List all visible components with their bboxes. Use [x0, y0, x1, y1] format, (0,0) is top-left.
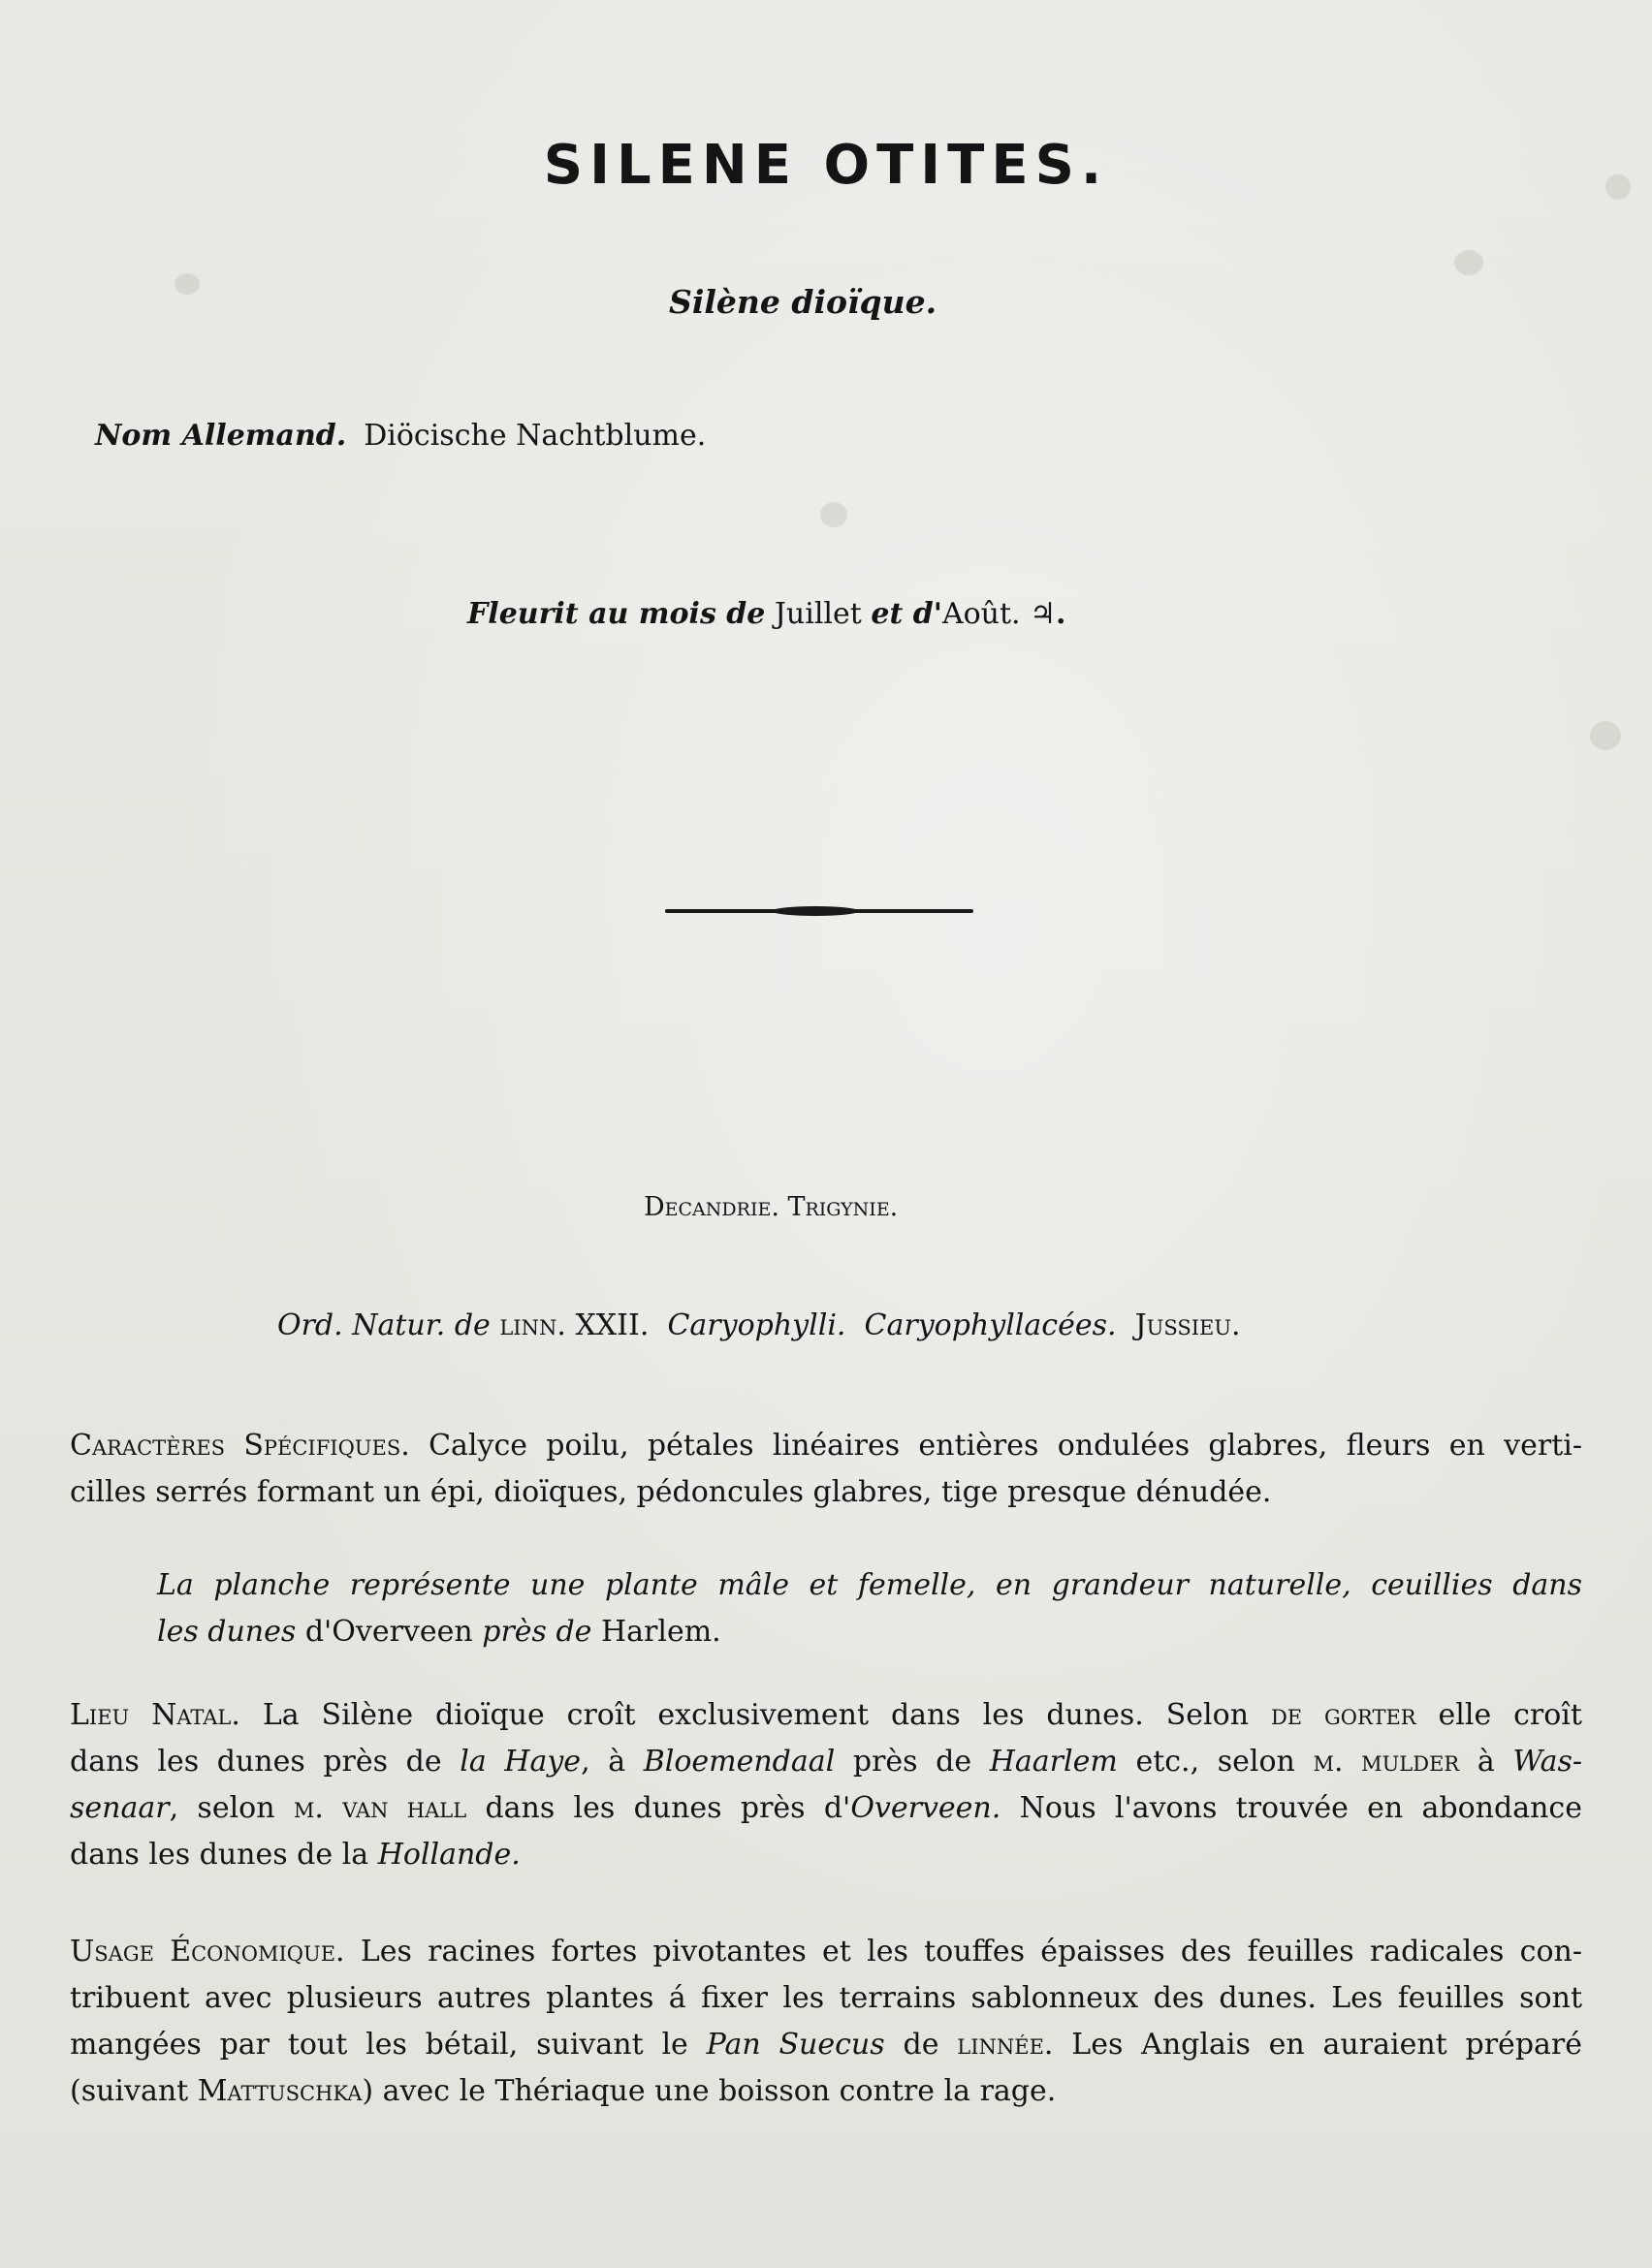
paragraph-text: (suivant	[70, 2074, 189, 2108]
paragraph-line	[70, 2068, 1582, 2115]
paragraph-text: elle croît	[1438, 1698, 1582, 1732]
paragraph-text: les dunes	[157, 1615, 297, 1649]
paragraph-line	[70, 1692, 1582, 1739]
flowering-line	[467, 597, 1065, 631]
flowering-text: Fleurit au mois de	[467, 597, 766, 631]
paragraph-text: Nous l'avons trouvée en abondance	[1019, 1791, 1582, 1825]
place-name: d'Overveen	[304, 1615, 473, 1649]
section-heading: Lieu Natal.	[70, 1698, 240, 1732]
paragraph-text: dans les dunes près de	[70, 1745, 442, 1779]
author-name: de gorter	[1270, 1698, 1416, 1732]
paragraph-line	[70, 1785, 1582, 1832]
page-title: SILENE OTITES.	[543, 134, 1109, 197]
ornamental-rule	[665, 909, 973, 913]
paragraph-line	[70, 1832, 1582, 1878]
order-french: Caryophyllacées.	[864, 1308, 1117, 1342]
paragraph-line	[157, 1609, 1582, 1655]
paper-stain	[175, 273, 200, 295]
flowering-month-july: Juillet	[774, 597, 862, 631]
german-name-line	[95, 419, 706, 453]
paper-stain	[820, 502, 847, 527]
paper-stain	[1454, 250, 1483, 275]
french-name: Silène dioïque.	[669, 283, 937, 321]
paragraph-text: Les Anglais en auraient préparé	[1071, 2028, 1583, 2062]
place-name: Haarlem	[989, 1745, 1118, 1779]
paragraph-text: , selon	[169, 1791, 275, 1825]
flowering-text: et d'	[871, 597, 942, 631]
author-name: m. van hall	[293, 1791, 467, 1825]
perennial-symbol: ♃.	[1030, 597, 1066, 631]
flowering-month-august: Août.	[941, 597, 1021, 631]
author-name: linnée.	[957, 2028, 1054, 2062]
natural-order-line	[277, 1308, 1241, 1342]
section-heading: Caractères Spécifiques.	[70, 1429, 410, 1463]
paragraph-text: Calyce poilu, pétales linéaires entières ondulées glabres, fleurs en verti-	[429, 1429, 1582, 1463]
paragraph-text: dans les dunes près d'	[485, 1791, 851, 1825]
paragraph-text: avec le Thériaque une boisson contre la rage.	[382, 2074, 1057, 2108]
paragraph-text: Les racines fortes pivotantes et les touffes épaisses des feuilles radicales con-	[360, 1935, 1582, 1969]
paragraph-text: de	[903, 2028, 939, 2062]
german-name-value: Diöcische Nachtblume.	[364, 419, 707, 453]
order-author-jussieu: Jussieu.	[1134, 1308, 1241, 1342]
paragraph-text: , à	[581, 1745, 626, 1779]
paragraph-text: mangées par tout les bétail, suivant le	[70, 2028, 688, 2062]
paragraph-line: La planche représente une plante mâle et femelle, en grandeur naturelle, ceuillies dans	[157, 1568, 1582, 1602]
order-latin: Caryophylli.	[667, 1308, 846, 1342]
paragraph-line	[70, 2022, 1582, 2068]
plate-description	[157, 1562, 1582, 1655]
paragraph-text: etc., selon	[1135, 1745, 1295, 1779]
paragraph-text: près de	[852, 1745, 972, 1779]
paragraph-line: tribuent avec plusieurs autres plantes á fixer les terrains sablonneux des dunes. Les feuilles sont	[70, 1981, 1582, 2015]
place-name: Overveen.	[850, 1791, 1001, 1825]
paragraph-line	[70, 1929, 1582, 1975]
author-name: Mattuschka)	[197, 2074, 374, 2108]
place-name: Bloemendaal	[643, 1745, 836, 1779]
paragraph-text: à	[1477, 1745, 1495, 1779]
author-name: m. mulder	[1313, 1745, 1460, 1779]
paper-stain	[1590, 721, 1621, 750]
order-number: XXII.	[575, 1308, 650, 1342]
german-name-label: Nom Allemand.	[95, 419, 347, 453]
section-heading: Usage Économique.	[70, 1935, 345, 1969]
place-name: senaar	[70, 1791, 170, 1825]
place-name: Harlem.	[601, 1615, 721, 1649]
order-label: Ord. Natur. de	[277, 1308, 491, 1342]
economic-usage-section	[70, 1929, 1582, 2115]
place-name: Hollande.	[377, 1838, 521, 1872]
paragraph-line	[70, 1423, 1582, 1469]
order-author-linn: linn.	[499, 1308, 566, 1342]
paragraph-line	[70, 1739, 1582, 1785]
habitat-section	[70, 1692, 1582, 1878]
work-title: Pan Suecus	[706, 2028, 885, 2062]
paragraph-line: cilles serrés formant un épi, dioïques, pédoncules glabres, tige presque dénudée.	[70, 1475, 1272, 1509]
paragraph-text: La Silène dioïque croît exclusivement dans les dunes. Selon	[262, 1698, 1250, 1732]
specific-characters	[70, 1423, 1582, 1516]
place-name: la Haye	[460, 1745, 582, 1779]
place-name: Was-	[1512, 1745, 1582, 1779]
paragraph-text: près de	[482, 1615, 592, 1649]
linnaean-classification: Decandrie. Trigynie.	[644, 1192, 899, 1222]
paragraph-text: dans les dunes de la	[70, 1838, 369, 1872]
